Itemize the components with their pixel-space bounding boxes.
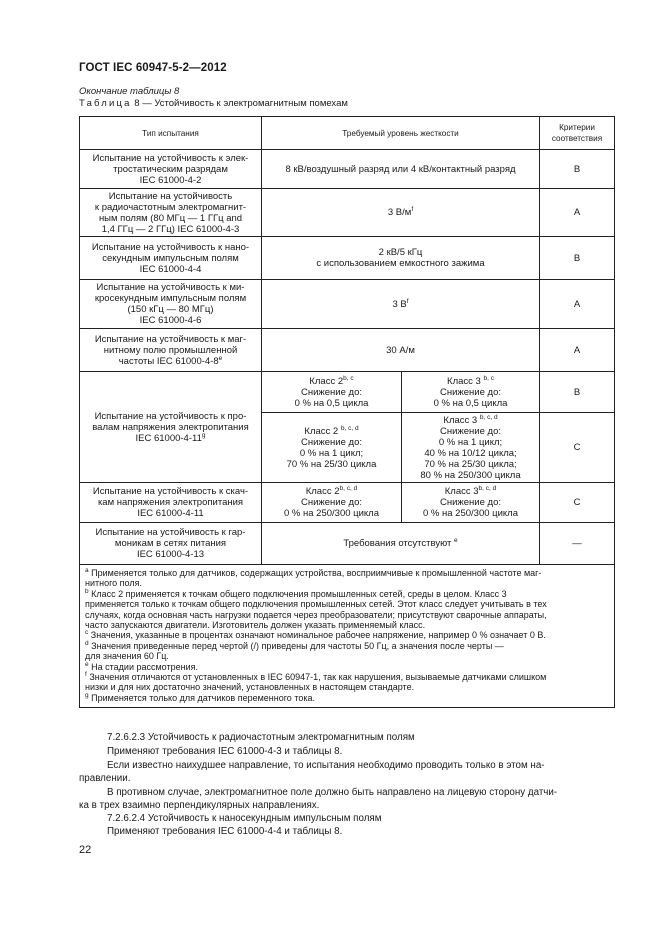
test-line: кросекундным импульсным полям <box>94 293 247 304</box>
class-line: Снижение до: <box>440 386 501 398</box>
footnote-text: На стадии рассмотрения. <box>91 661 198 672</box>
test-line: кам напряжения электропитания <box>97 497 244 508</box>
footnote <box>85 672 609 682</box>
table-caption-number: 8 <box>134 98 140 109</box>
test-cell <box>80 329 262 372</box>
footnote-text: Класс 2 применяется к точкам общего подключения промышленных сетей, среды в целом. Класс 3 <box>91 588 507 599</box>
level-cell <box>262 189 540 237</box>
footnote-ref: b, c, d <box>478 484 497 492</box>
page-number: 22 <box>79 844 92 856</box>
class2-cell <box>262 413 402 483</box>
test-line: тростатическим разрядам <box>113 163 228 175</box>
table-row <box>80 189 615 237</box>
class-head <box>406 486 535 497</box>
footnote <box>85 693 609 703</box>
test-line: Испытание на устойчивость к нано- <box>91 241 250 253</box>
test-line: IEC 61000-4-6 <box>139 315 202 326</box>
level-text: 3 В <box>392 298 407 310</box>
class-line: Снижение до: <box>440 425 501 437</box>
footnote-mark: f <box>85 671 87 679</box>
class-line: 0 % на 250/300 цикла <box>423 508 518 519</box>
footnote-text: Значения отличаются от установленных в IEC 60947-1, так как нарушения, вызываемые датчиками слишком <box>89 672 547 683</box>
test-line: к радиочастотным электромагнит- <box>94 201 247 213</box>
footnote-ref: e <box>454 536 458 544</box>
test-line: валам напряжения электропитания <box>92 421 249 433</box>
document-title: ГОСТ IEC 60947-5-2—2012 <box>79 62 227 74</box>
class-line: Снижение до: <box>440 497 501 508</box>
table-header-row <box>80 117 615 150</box>
footnote-ref: f <box>411 205 414 213</box>
class2-cell <box>262 483 402 523</box>
footnote-mark: d <box>85 639 89 647</box>
class-head <box>266 426 397 437</box>
footnote <box>85 568 609 578</box>
test-line: Испытание на устойчивость <box>108 190 233 202</box>
level-line: 2 кВ/5 кГц <box>378 247 423 258</box>
test-line: Испытание на устойчивость к элек- <box>92 152 249 164</box>
test-line: IEC 61000-4-11 <box>137 508 204 519</box>
test-line: Испытание на устойчивость к ми- <box>96 282 245 293</box>
test-line <box>84 356 257 367</box>
footnote-ref: b, c, d <box>340 424 359 432</box>
footnote-mark: b <box>85 587 89 595</box>
test-line: Испытание на устойчивость к гар- <box>95 527 246 538</box>
criteria-cell: A <box>540 280 615 329</box>
test-cell <box>80 523 262 565</box>
class-label: Класс 2 <box>305 486 340 497</box>
class-line: 0 % на 1 цикл; <box>438 436 503 448</box>
test-line: секундным импульсным полям <box>102 252 239 264</box>
level-cell: 30 А/м <box>262 329 540 372</box>
table-caption-label: Таблица <box>79 98 132 109</box>
table-row <box>80 372 615 413</box>
class3-cell <box>402 372 540 413</box>
level-cell: 8 кВ/воздушный разряд или 4 кВ/контактный разряд <box>262 150 540 189</box>
class-head <box>266 486 397 497</box>
test-cell <box>80 483 262 523</box>
class-line: 70 % на 25/30 цикла; <box>424 458 517 470</box>
criteria-cell: A <box>540 189 615 237</box>
test-line: IEC 61000-4-2 <box>139 174 202 186</box>
class3-cell <box>402 483 540 523</box>
criteria-cell: C <box>540 483 615 523</box>
criteria-cell: A <box>540 329 615 372</box>
table-caption-title: — Устойчивость к электромагнитным помехам <box>142 98 348 109</box>
class-label: Класс 2 <box>304 425 339 437</box>
footnote-mark: e <box>85 660 89 668</box>
test-line: IEC 61000-4-13 <box>136 549 205 560</box>
class-line: 80 % на 250/300 цикла <box>420 469 521 481</box>
test-cell <box>80 237 262 280</box>
footnote <box>85 641 609 651</box>
level-cell <box>262 280 540 329</box>
test-cell <box>80 280 262 329</box>
class-label: Класс 3 <box>447 375 481 387</box>
class-line: Снижение до: <box>301 436 362 448</box>
table-row <box>80 237 615 280</box>
footnote-text: часто запускаются двигатели. Изготовитель должен указать применяемый класс. <box>85 620 426 631</box>
class-line: Снижение до: <box>301 386 362 398</box>
level-cell <box>262 237 540 280</box>
header-criteria-text: Критерии соответствия <box>551 123 603 143</box>
body-paragraph: ка в трех взаимно перпендикулярных направлениях. <box>79 800 320 811</box>
class-line: 40 % на 10/12 цикла; <box>424 447 517 459</box>
footnote-text: Применяется только для датчиков, содержащих устройства, восприимчивые к промышленной частоте маг- <box>91 568 542 578</box>
class-label: Класс 2 <box>309 375 344 387</box>
test-line: 1,4 ГГц — 2 ГГц) IEC 61000-4-3 <box>101 223 240 235</box>
footnote-text: Значения, указанные в процентах означают номинальное рабочее напряжение, например 0 % означает 0 В. <box>90 630 546 641</box>
footnote-text: случаях, когда основная часть нагрузки подается через преобразователи; присутствуют сварочные аппараты, <box>85 609 547 620</box>
class-line: 0 % на 250/300 цикла <box>284 508 379 519</box>
test-line-text: частоты IEC 61000-4-8 <box>118 355 219 367</box>
footnote-ref: e <box>218 354 223 362</box>
footnote-text: для значения 60 Гц. <box>85 651 169 662</box>
footnote-ref: b, c, d <box>339 484 358 492</box>
section-heading-7-2-6-2-3: 7.2.6.2.3 Устойчивость к радиочастотным электромагнитным полям <box>107 732 415 743</box>
test-line-text: IEC 61000-4-11 <box>135 432 202 444</box>
criteria-cell: B <box>540 150 615 189</box>
footnote-mark: a <box>85 567 89 574</box>
test-line: Испытание на устойчивость к скач- <box>92 486 249 497</box>
footnote-ref: b, c <box>483 374 494 382</box>
body-paragraph: правлении. <box>79 773 131 784</box>
header-test-type: Тип испытания <box>80 117 262 150</box>
footnote <box>85 589 609 599</box>
class-line: 0 % на 0,5 цикла <box>294 397 369 409</box>
table-row <box>80 280 615 329</box>
header-severity-level: Требуемый уровень жесткости <box>262 117 540 150</box>
table-caption <box>79 98 348 109</box>
level-line: с использованием емкостного зажима <box>316 258 485 269</box>
section-heading-7-2-6-2-4: 7.2.6.2.4 Устойчивость к наносекундным импульсным полям <box>107 813 382 824</box>
table-notes <box>80 565 615 708</box>
test-cell <box>80 189 262 237</box>
class-line: 70 % на 25/30 цикла <box>286 458 377 470</box>
class-head <box>406 415 535 426</box>
criteria-cell: C <box>540 413 615 483</box>
table-row <box>80 150 615 189</box>
footnote-ref: f <box>406 297 409 305</box>
criteria-cell: B <box>540 237 615 280</box>
test-line: ным полям (80 МГц — 1 ГГц and <box>98 212 243 224</box>
footnote-text: Применяется только для датчиков переменного тока. <box>91 692 315 703</box>
class-line: 0 % на 1 цикл; <box>299 447 364 459</box>
class-head <box>266 376 397 387</box>
class-line: 0 % на 0,5 цикла <box>433 397 508 409</box>
test-cell <box>80 372 262 483</box>
footnote-ref: g <box>201 431 206 439</box>
footnote-mark: c <box>85 629 89 637</box>
class2-cell <box>262 372 402 413</box>
test-line: (150 кГц — 80 МГц) <box>127 304 214 315</box>
footnote <box>85 630 609 640</box>
test-line: нитному полю промышленной <box>103 344 238 356</box>
footnote-text: применяется только к точкам общего подключения промышленных сетей. Этот класс следует учитывать в тех <box>85 599 547 610</box>
test-line: моникам в сетях питания <box>114 538 227 549</box>
class-label: Класс 3 <box>444 486 479 497</box>
test-line: Испытание на устойчивость к маг- <box>94 333 247 345</box>
test-line <box>84 433 257 444</box>
level-text: 3 В/м <box>387 207 412 218</box>
table-row <box>80 523 615 565</box>
body-paragraph: Применяют требования IEC 61000-4-3 и таблицы 8. <box>107 746 343 757</box>
test-cell <box>80 150 262 189</box>
footnote-mark: g <box>85 691 89 699</box>
class-label: Класс 3 <box>443 414 478 426</box>
header-criteria <box>540 117 615 150</box>
level-text: Требования отсутствуют <box>343 538 452 549</box>
test-line: Испытание на устойчивость к про- <box>94 410 247 422</box>
body-paragraph: Если известно наихудшее направление, то испытания необходимо проводить только в этом на- <box>107 760 545 771</box>
class-head <box>406 376 535 387</box>
criteria-cell: — <box>540 523 615 565</box>
footnote-text: низки и для них достаточно значений, установленных в настоящем стандарте. <box>85 682 415 693</box>
class3-cell <box>402 413 540 483</box>
table-row <box>80 329 615 372</box>
footnote-ref: b, c <box>343 374 354 382</box>
footnote-text: нитного поля. <box>85 578 142 589</box>
body-paragraph: Применяют требования IEC 61000-4-4 и таблицы 8. <box>107 826 343 837</box>
level-cell <box>262 523 540 565</box>
footnote-text: Значения приведенные перед чертой (/) приведены для частоты 50 Гц, а значения после черты — <box>91 640 504 651</box>
table-notes-row <box>80 565 615 708</box>
emc-immunity-table <box>79 116 615 708</box>
class-line: Снижение до: <box>301 497 362 508</box>
body-paragraph: В противном случае, электромагнитное поле должно быть направлено на лицевую сторону датчи- <box>107 787 558 798</box>
test-line: IEC 61000-4-4 <box>139 263 202 275</box>
criteria-cell: B <box>540 372 615 413</box>
table-continuation-note: Окончание таблицы 8 <box>79 86 180 97</box>
table-row <box>80 483 615 523</box>
footnote <box>85 662 609 672</box>
footnote-ref: b, c, d <box>479 413 498 421</box>
